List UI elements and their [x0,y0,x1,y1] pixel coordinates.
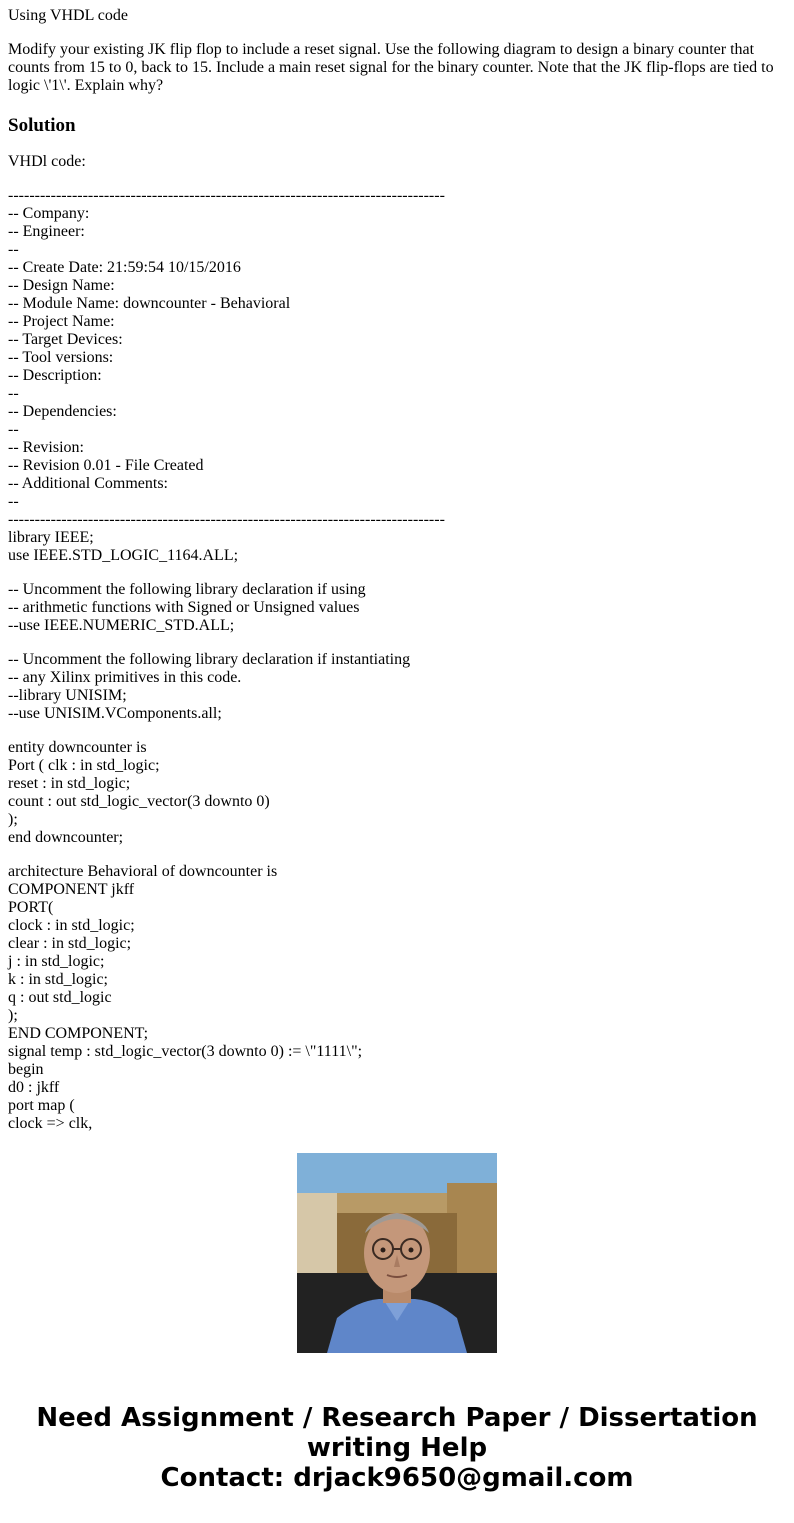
author-avatar [297,1153,497,1353]
code-line: end downcounter; [8,829,124,846]
code-line: count : out std_logic_vector(3 downto 0) [8,793,270,810]
code-line: -- Description: [8,367,102,384]
code-line: END COMPONENT; [8,1025,149,1042]
code-line: -- Uncomment the following library declaration if using [8,581,366,598]
code-line: -- Uncomment the following library declaration if instantiating [8,651,411,668]
code-line: -- [8,493,19,510]
code-line: -- Revision 0.01 - File Created [8,457,204,474]
code-line: -- Project Name: [8,313,115,330]
code-line: -- Create Date: 21:59:54 10/15/2016 [8,259,241,276]
code-line: Port ( clk : in std_logic; [8,757,160,774]
code-line: d0 : jkff [8,1079,60,1096]
code-line: --use IEEE.NUMERIC_STD.ALL; [8,617,235,634]
code-line: -- [8,421,19,438]
code-line: -- arithmetic functions with Signed or Unsigned values [8,599,360,616]
vhdl-code-block [8,187,786,1132]
code-line: -- Module Name: downcounter - Behavioral [8,295,291,312]
code-line: --use UNISIM.VComponents.all; [8,705,222,722]
code-line: -- Revision: [8,439,84,456]
code-line: clock => clk, [8,1115,93,1132]
code-line: architecture Behavioral of downcounter is [8,863,278,880]
banner-line-1: Need Assignment / Research Paper / Dissertation [36,1403,758,1433]
code-line: entity downcounter is [8,739,147,756]
code-line: -- Additional Comments: [8,475,168,492]
banner-line-2: writing Help [306,1433,488,1463]
code-line: j : in std_logic; [8,953,105,970]
banner-line-3: Contact: drjack9650@gmail.com [160,1463,634,1493]
question-body: Modify your existing JK flip flop to include a reset signal. Use the following diagram to design a binary counter that counts from 15 to 0, back to 15. Include a main reset signal for the binary counter. Note that the JK flip-flops are tied to logic \'1\'. Explain why? [8,41,774,94]
vhdl-code-label: VHDl code: [8,153,86,170]
author-photo [297,1153,497,1353]
code-line: -- Company: [8,205,90,222]
code-line: -- Engineer: [8,223,85,240]
code-line: ); [8,811,18,828]
solution-heading: Solution [8,115,76,136]
code-line: begin [8,1061,44,1078]
code-line: ---------------------------------------------------------------------------------- [8,187,445,204]
code-line: signal temp : std_logic_vector(3 downto 0) := \"1111\"; [8,1043,363,1060]
code-line: -- [8,385,19,402]
code-unisim-group [8,651,786,723]
document-content [8,7,786,1132]
code-line: library IEEE; [8,529,94,546]
code-line: clock : in std_logic; [8,917,135,934]
code-entity-group [8,739,786,847]
question-title: Using VHDL code [8,7,128,24]
code-line: port map ( [8,1097,75,1114]
code-header-group [8,187,786,565]
code-line: ---------------------------------------------------------------------------------- [8,511,445,528]
code-line: ); [8,1007,18,1024]
code-line: -- Tool versions: [8,349,114,366]
code-line: reset : in std_logic; [8,775,131,792]
code-line: -- Design Name: [8,277,115,294]
code-line: --library UNISIM; [8,687,127,704]
code-numeric-group [8,581,786,635]
code-line: -- any Xilinx primitives in this code. [8,669,242,686]
code-architecture-group [8,863,786,1133]
code-line: -- Target Devices: [8,331,123,348]
code-line: q : out std_logic [8,989,112,1006]
contact-banner [0,1403,794,1493]
code-line: clear : in std_logic; [8,935,132,952]
code-line: -- Dependencies: [8,403,117,420]
code-line: k : in std_logic; [8,971,108,988]
code-line: PORT( [8,899,54,916]
code-line: COMPONENT jkff [8,881,135,898]
code-line: use IEEE.STD_LOGIC_1164.ALL; [8,547,239,564]
code-line: -- [8,241,19,258]
